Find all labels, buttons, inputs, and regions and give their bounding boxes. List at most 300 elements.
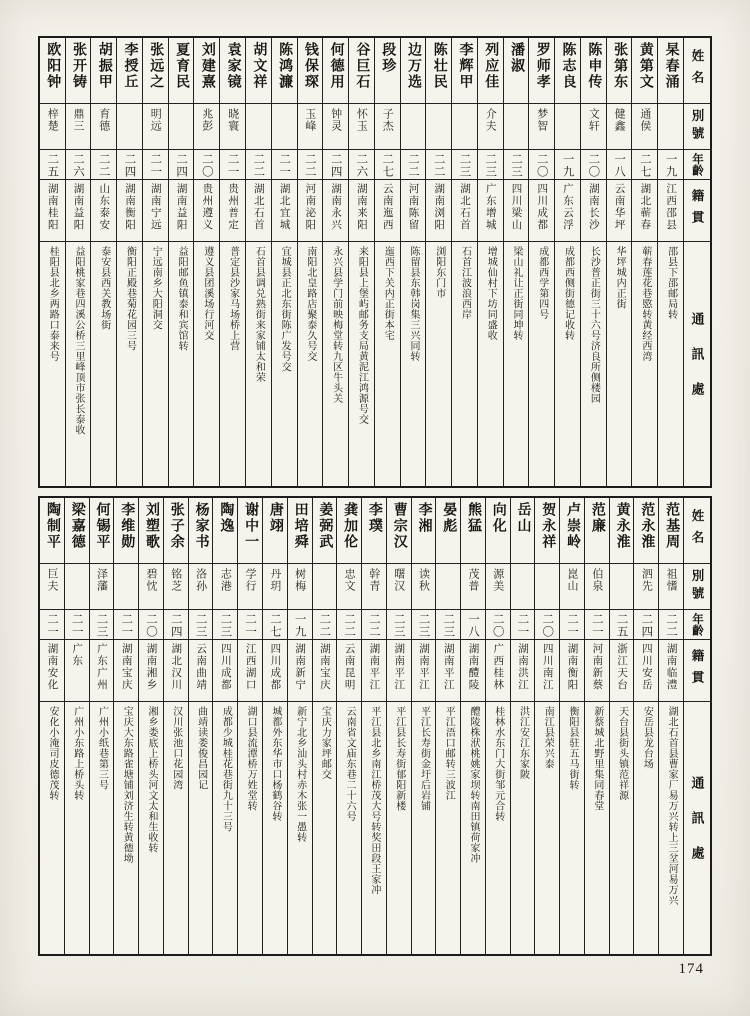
person-age: 二二 <box>303 153 316 178</box>
name-cell <box>65 498 89 564</box>
person-column <box>348 38 374 486</box>
person-name: 段珍 <box>380 42 396 74</box>
address-cell <box>486 702 510 954</box>
native-place-cell <box>90 640 114 702</box>
name-cell <box>313 498 337 564</box>
person-age: 二三 <box>194 613 207 638</box>
person-column <box>212 498 237 954</box>
address-cell <box>238 702 262 954</box>
age-cell <box>169 150 194 180</box>
person-age: 二〇 <box>145 613 158 638</box>
name-cell <box>220 38 245 104</box>
name-cell <box>139 498 163 564</box>
native-place-cell <box>632 180 657 242</box>
person-alias: 洛孙 <box>194 568 207 592</box>
person-column <box>606 38 632 486</box>
person-native-place: 广东云浮 <box>562 183 574 231</box>
name-cell <box>91 38 116 104</box>
header-name <box>684 498 710 564</box>
person-address: 陈留县东韩岗集三兴同转 <box>407 246 419 362</box>
person-column <box>168 38 194 486</box>
name-cell <box>412 498 436 564</box>
person-address: 石首县调兑熟街来家铺太和荣 <box>253 246 265 383</box>
name-cell <box>288 498 312 564</box>
alias-cell <box>610 564 634 610</box>
person-address: 迤西下关内正街本宅 <box>382 246 394 341</box>
native-place-cell <box>313 640 337 702</box>
name-cell <box>504 38 529 104</box>
person-age: 二三 <box>417 613 430 638</box>
header-alias <box>684 104 710 150</box>
person-name: 何德用 <box>328 42 344 90</box>
alias-cell <box>349 104 374 150</box>
person-address: 普定县沙家马场桥上营 <box>227 246 239 351</box>
person-column <box>142 38 168 486</box>
alias-cell <box>40 564 64 610</box>
header-alias-label: 別號 <box>690 109 704 144</box>
person-native-place: 河南陈留 <box>407 183 419 231</box>
person-age: 二一 <box>149 153 162 178</box>
person-address: 新蔡城北野里集同春堂 <box>591 706 603 811</box>
person-age: 二五 <box>615 613 628 638</box>
person-name: 李璞 <box>366 502 382 534</box>
age-cell <box>581 150 606 180</box>
address-cell <box>511 702 535 954</box>
age-cell <box>337 610 361 640</box>
alias-cell <box>412 564 436 610</box>
address-cell <box>387 702 411 954</box>
name-cell <box>426 38 451 104</box>
address-cell <box>323 242 348 486</box>
person-native-place: 广东广州 <box>96 643 107 691</box>
person-column <box>609 498 634 954</box>
person-address: 南阳北皇路店聚泰久号交 <box>304 246 316 362</box>
person-address: 洪江安江东家陂 <box>517 706 529 780</box>
native-place-cell <box>298 180 323 242</box>
age-cell <box>189 610 213 640</box>
alias-cell <box>117 104 142 150</box>
person-native-place: 四川成都 <box>536 183 548 231</box>
age-cell <box>452 150 477 180</box>
age-cell <box>272 150 297 180</box>
person-age: 二〇 <box>535 153 548 178</box>
age-cell <box>313 610 337 640</box>
header-age <box>684 150 710 180</box>
alias-cell <box>246 104 271 150</box>
person-native-place: 湖北汉川 <box>170 643 182 691</box>
person-address: 宁远南乡大阳洞交 <box>150 246 162 330</box>
name-cell <box>66 38 91 104</box>
alias-cell <box>313 564 337 610</box>
person-name: 张远之 <box>148 42 164 90</box>
address-cell <box>114 702 138 954</box>
person-age: 二一 <box>120 613 133 638</box>
person-native-place: 四川安岳 <box>640 643 652 691</box>
person-native-place: 湖北宜城 <box>278 183 290 231</box>
person-alias: 明远 <box>149 108 162 132</box>
person-native-place: 广东 <box>71 643 83 667</box>
person-age: 二〇 <box>491 613 504 638</box>
native-place-cell <box>362 640 386 702</box>
person-age: 二四 <box>329 153 342 178</box>
directory-table-bottom <box>38 496 712 956</box>
person-name: 欧阳钟 <box>45 42 61 90</box>
person-native-place: 湖南平江 <box>393 643 405 691</box>
header-alias <box>684 564 710 610</box>
name-cell <box>607 38 632 104</box>
person-age: 二二 <box>97 153 110 178</box>
alias-cell <box>375 104 400 150</box>
age-cell <box>194 150 219 180</box>
person-column <box>237 498 262 954</box>
address-cell <box>535 702 559 954</box>
age-cell <box>610 610 634 640</box>
alias-cell <box>436 564 460 610</box>
person-native-place: 湖北石首 <box>458 183 470 231</box>
age-cell <box>560 610 584 640</box>
person-alias: 茂普 <box>466 568 479 592</box>
native-place-cell <box>452 180 477 242</box>
address-cell <box>139 702 163 954</box>
age-cell <box>634 610 658 640</box>
native-place-cell <box>66 180 91 242</box>
person-native-place: 湖南永兴 <box>330 183 342 231</box>
person-name: 向化 <box>490 502 506 534</box>
alias-cell <box>362 564 386 610</box>
age-cell <box>658 150 683 180</box>
name-cell <box>169 38 194 104</box>
person-name: 谷巨石 <box>354 42 370 90</box>
person-column <box>65 38 91 486</box>
native-place-cell <box>585 640 609 702</box>
name-cell <box>436 498 460 564</box>
alias-cell <box>114 564 138 610</box>
person-alias: 泗先 <box>640 568 653 592</box>
age-cell <box>461 610 485 640</box>
alias-cell <box>40 104 65 150</box>
person-alias: 树梅 <box>293 568 306 592</box>
address-cell <box>585 702 609 954</box>
person-name: 岳山 <box>515 502 531 534</box>
name-cell <box>529 38 554 104</box>
native-place-cell <box>504 180 529 242</box>
person-column <box>559 498 584 954</box>
person-address: 浏阳东门市 <box>433 246 445 299</box>
person-column <box>336 498 361 954</box>
person-column <box>386 498 411 954</box>
person-alias: 读秋 <box>417 568 430 592</box>
person-address: 成都西侧街德记收转 <box>562 246 574 341</box>
person-alias: 健鑫 <box>613 108 626 132</box>
alias-cell <box>169 104 194 150</box>
alias-cell <box>65 564 89 610</box>
age-cell <box>436 610 460 640</box>
person-native-place: 云南华坪 <box>613 183 625 231</box>
age-cell <box>117 150 142 180</box>
person-native-place: 湖南益阳 <box>72 183 84 231</box>
person-native-place: 湖南宝庆 <box>318 643 330 691</box>
age-cell <box>412 610 436 640</box>
header-native-place <box>684 640 710 702</box>
name-cell <box>478 38 503 104</box>
person-age: 二七 <box>381 153 394 178</box>
address-cell <box>246 242 271 486</box>
person-address: 广州小东路上桥头转 <box>71 706 83 801</box>
person-age: 二〇 <box>200 153 213 178</box>
header-address <box>684 702 710 954</box>
address-cell <box>65 702 89 954</box>
person-native-place: 湖南醴陵 <box>467 643 479 691</box>
person-column <box>90 38 116 486</box>
alias-cell <box>632 104 657 150</box>
person-address: 南江县荣兴泰 <box>542 706 554 769</box>
person-column <box>485 498 510 954</box>
header-age <box>684 610 710 640</box>
age-cell <box>91 150 116 180</box>
name-cell <box>298 38 323 104</box>
person-age: 二一 <box>516 613 529 638</box>
age-cell <box>288 610 312 640</box>
person-column <box>64 498 89 954</box>
person-column <box>534 498 559 954</box>
person-native-place: 河南泌阳 <box>304 183 316 231</box>
person-address: 长沙普正街三十六号济良所侧楼园 <box>588 246 600 404</box>
person-column <box>374 38 400 486</box>
person-native-place: 河南新蔡 <box>591 643 603 691</box>
person-alias: 学行 <box>244 568 257 592</box>
name-cell <box>323 38 348 104</box>
alias-cell <box>164 564 188 610</box>
address-cell <box>169 242 194 486</box>
person-native-place: 四川梁山 <box>510 183 522 231</box>
person-address: 石首江波浪西岸 <box>459 246 471 320</box>
person-name: 李辉甲 <box>457 42 473 90</box>
person-age: 二三 <box>458 153 471 178</box>
person-alias: 梦智 <box>535 108 548 132</box>
age-cell <box>486 610 510 640</box>
native-place-cell <box>169 180 194 242</box>
person-address: 增城仙村下坊同盛收 <box>485 246 497 341</box>
age-cell <box>164 610 188 640</box>
alias-cell <box>263 564 287 610</box>
alias-cell <box>560 564 584 610</box>
person-column <box>188 498 213 954</box>
age-cell <box>555 150 580 180</box>
header-name-label: 姓名 <box>690 49 704 92</box>
person-native-place: 湖南益阳 <box>175 183 187 231</box>
native-place-cell <box>323 180 348 242</box>
person-native-place: 湖南临澧 <box>665 643 677 691</box>
person-name: 贺永祥 <box>540 502 556 550</box>
native-place-cell <box>91 180 116 242</box>
person-address: 华坪城内正街 <box>614 246 626 309</box>
person-age: 二〇 <box>541 613 554 638</box>
alias-cell <box>194 104 219 150</box>
alias-cell <box>555 104 580 150</box>
person-column <box>40 498 64 954</box>
alias-cell <box>585 564 609 610</box>
person-address: 宜城县正北东街陈广发号交 <box>279 246 291 372</box>
person-name: 杲春涌 <box>663 42 679 90</box>
person-address: 汉川张池口花园湾 <box>170 706 182 790</box>
age-cell <box>298 150 323 180</box>
person-address: 平江长寿街金圩后岩铺 <box>418 706 430 811</box>
age-cell <box>213 610 237 640</box>
person-age: 二七 <box>638 153 651 178</box>
person-age: 一八 <box>466 613 479 638</box>
person-age: 二三 <box>95 613 108 638</box>
person-column <box>138 498 163 954</box>
person-column <box>460 498 485 954</box>
person-column <box>361 498 386 954</box>
person-address: 湖北石首县曹家厂易万兴转上三坌河易万兴 <box>666 706 678 906</box>
native-place-cell <box>461 640 485 702</box>
native-place-cell <box>486 640 510 702</box>
alias-cell <box>387 564 411 610</box>
person-age: 二〇 <box>587 153 600 178</box>
person-age: 一八 <box>613 153 626 178</box>
person-alias: 通侯 <box>638 108 651 132</box>
address-cell <box>659 702 683 954</box>
person-column <box>477 38 503 486</box>
address-cell <box>610 702 634 954</box>
address-cell <box>436 702 460 954</box>
person-address: 湘乡娄底上桥头河文太和生收转 <box>146 706 158 853</box>
person-name: 钱保琛 <box>302 42 318 90</box>
age-cell <box>65 610 89 640</box>
person-age: 二二 <box>432 153 445 178</box>
person-native-place: 湖南洪江 <box>517 643 529 691</box>
header-native-place <box>684 180 710 242</box>
age-cell <box>40 610 64 640</box>
name-cell <box>581 38 606 104</box>
native-place-cell <box>634 640 658 702</box>
person-age: 二一 <box>70 613 83 638</box>
person-native-place: 湖南安化 <box>46 643 58 691</box>
person-address: 广州小纸巷第三号 <box>96 706 108 790</box>
native-place-cell <box>263 640 287 702</box>
person-alias: 碧忱 <box>145 568 158 592</box>
name-cell <box>246 38 271 104</box>
person-age: 二二 <box>318 613 331 638</box>
alias-cell <box>658 104 683 150</box>
address-cell <box>349 242 374 486</box>
header-address-label: 通訊處 <box>689 775 705 881</box>
person-name: 陈鸿濂 <box>277 42 293 90</box>
age-cell <box>659 610 683 640</box>
person-column <box>297 38 323 486</box>
person-column <box>322 38 348 486</box>
person-age: 二二 <box>665 613 678 638</box>
person-column <box>40 38 65 486</box>
person-name: 张第东 <box>612 42 628 90</box>
alias-cell <box>139 564 163 610</box>
alias-cell <box>607 104 632 150</box>
person-address: 桂林水东门大街邹元合转 <box>492 706 504 822</box>
person-name: 熊猛 <box>465 502 481 534</box>
native-place-cell <box>610 640 634 702</box>
person-native-place: 山东泰安 <box>98 183 110 231</box>
native-place-cell <box>560 640 584 702</box>
person-address: 泰安县西关教场街 <box>98 246 110 330</box>
name-cell <box>164 498 188 564</box>
person-name: 罗师孝 <box>534 42 550 90</box>
address-cell <box>426 242 451 486</box>
person-native-place: 湖南桂阳 <box>46 183 58 231</box>
person-address: 成都少城桂花巷街九十三号 <box>220 706 232 832</box>
address-cell <box>401 242 426 486</box>
address-cell <box>555 242 580 486</box>
person-age: 二四 <box>175 153 188 178</box>
address-cell <box>66 242 91 486</box>
alias-cell <box>298 104 323 150</box>
native-place-cell <box>40 180 65 242</box>
person-name: 卢崇岭 <box>565 502 581 550</box>
person-column <box>584 498 609 954</box>
person-native-place: 贵州遵义 <box>201 183 213 231</box>
person-alias: 怀玉 <box>355 108 368 132</box>
person-alias: 幹青 <box>367 568 380 592</box>
address-cell <box>164 702 188 954</box>
person-name: 唐翊 <box>267 502 283 534</box>
native-place-cell <box>535 640 559 702</box>
person-address: 宝庆力家坪邮交 <box>319 706 331 780</box>
page-number: 174 <box>678 961 704 977</box>
person-address: 湖口县流潭桥万姓堂转 <box>245 706 257 811</box>
person-name: 潘淑 <box>509 42 525 74</box>
name-cell <box>461 498 485 564</box>
person-column <box>163 498 188 954</box>
person-age: 二三 <box>510 153 523 178</box>
person-age: 二三 <box>442 613 455 638</box>
alias-cell <box>581 104 606 150</box>
person-column <box>116 38 142 486</box>
name-cell <box>272 38 297 104</box>
person-alias: 崑山 <box>566 568 579 592</box>
name-cell <box>387 498 411 564</box>
native-place-cell <box>412 640 436 702</box>
age-cell <box>535 610 559 640</box>
native-place-cell <box>194 180 219 242</box>
person-name: 夏育民 <box>174 42 190 90</box>
native-place-cell <box>658 180 683 242</box>
person-column <box>554 38 580 486</box>
person-alias: 兆彭 <box>200 108 213 132</box>
person-name: 袁家镜 <box>225 42 241 90</box>
native-place-cell <box>387 640 411 702</box>
person-name: 谢中一 <box>243 502 259 550</box>
native-place-cell <box>117 180 142 242</box>
address-cell <box>478 242 503 486</box>
native-place-cell <box>164 640 188 702</box>
person-age: 二四 <box>640 613 653 638</box>
person-column <box>633 498 658 954</box>
name-cell <box>143 38 168 104</box>
alias-cell <box>426 104 451 150</box>
alias-cell <box>189 564 213 610</box>
address-cell <box>143 242 168 486</box>
age-cell <box>511 610 535 640</box>
person-age: 一九 <box>293 613 306 638</box>
age-cell <box>90 610 114 640</box>
person-address: 云南省文庙东巷二十六号 <box>344 706 356 822</box>
name-cell <box>238 498 262 564</box>
alias-cell <box>272 104 297 150</box>
person-native-place: 云南曲靖 <box>195 643 207 691</box>
native-place-cell <box>555 180 580 242</box>
address-cell <box>90 702 114 954</box>
person-native-place: 湖南平江 <box>442 643 454 691</box>
